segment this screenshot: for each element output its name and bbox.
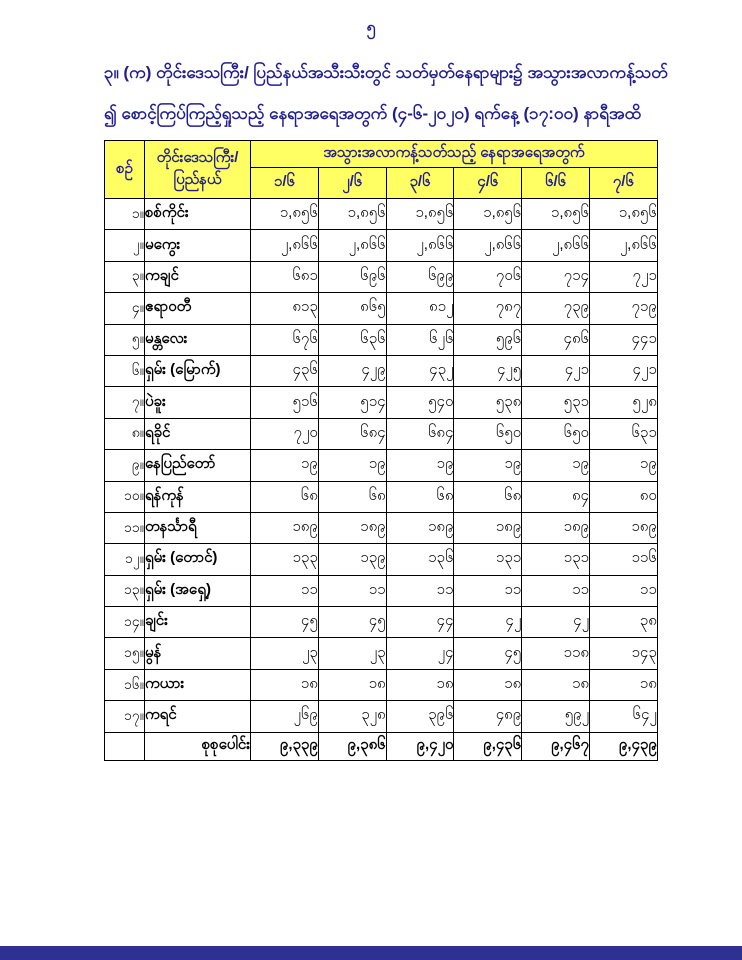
count-value: ၇၁၄ — [522, 261, 590, 292]
header-date-4: ၄/၆ — [454, 168, 522, 199]
table-row — [105, 701, 658, 732]
count-value: ၆၈၁ — [251, 261, 319, 292]
region-name: ကရင် — [145, 701, 251, 732]
table-row — [105, 575, 658, 606]
count-value: ၁,၈၅၆ — [589, 199, 657, 230]
count-value: ၁၉ — [386, 450, 454, 481]
count-value: ၇၂၁ — [589, 261, 657, 292]
table-row — [105, 607, 658, 638]
count-value: ၁၁ — [318, 575, 386, 606]
count-value: ၄၅ — [318, 607, 386, 638]
region-name: ရှမ်း (မြောက်) — [145, 355, 251, 386]
table-row — [105, 324, 658, 355]
count-value: ၁,၈၅၆ — [318, 199, 386, 230]
count-value: ၁၃၉ — [318, 544, 386, 575]
header-no-column: စဉ် — [105, 141, 145, 199]
total-value: ၉,၄၃၆ — [454, 732, 522, 760]
total-empty-cell — [105, 732, 145, 760]
count-value: ၇၂၀ — [251, 418, 319, 449]
row-number: ၃။ — [105, 261, 145, 292]
count-value: ၈၁၂ — [386, 293, 454, 324]
header-region-column — [145, 141, 251, 199]
count-value: ၁၉ — [318, 450, 386, 481]
count-value: ၁၁ — [251, 575, 319, 606]
count-value: ၁၈၉ — [386, 512, 454, 543]
count-value: ၈၀ — [589, 481, 657, 512]
restriction-count-table — [104, 140, 658, 761]
count-value: ၁၈ — [386, 669, 454, 700]
total-value: ၉,၄၃၉ — [589, 732, 657, 760]
count-value: ၁၉ — [522, 450, 590, 481]
region-name: ရှမ်း (တောင်) — [145, 544, 251, 575]
row-number: ၆။ — [105, 355, 145, 386]
header-group-column: အသွားအလာကန့်သတ်သည့် နေရာအရေအတွက် — [251, 141, 658, 168]
count-value: ၁၈ — [589, 669, 657, 700]
count-value: ၁၁၆ — [589, 544, 657, 575]
count-value: ၄၈၆ — [522, 324, 590, 355]
count-value: ၁၃၁ — [454, 544, 522, 575]
count-value: ၂,၈၆၆ — [589, 230, 657, 261]
table-row — [105, 230, 658, 261]
count-value: ၆၅၀ — [522, 418, 590, 449]
count-value: ၆၄၂ — [589, 701, 657, 732]
count-value: ၄၂၁ — [589, 355, 657, 386]
header-region-line-2: ပြည်နယ် — [173, 170, 222, 188]
row-number: ၁၆။ — [105, 669, 145, 700]
count-value: ၄၂၁ — [522, 355, 590, 386]
count-value: ၆၇၆ — [251, 324, 319, 355]
count-value: ၃၂၈ — [318, 701, 386, 732]
total-label: စုစုပေါင်း — [145, 732, 251, 760]
count-value: ၁၈၉ — [589, 512, 657, 543]
total-value: ၉,၄၂၀ — [386, 732, 454, 760]
total-value: ၉,၄၆၇ — [522, 732, 590, 760]
count-value: ၅၉၆ — [454, 324, 522, 355]
count-value: ၆၈၄ — [386, 418, 454, 449]
count-value: ၁၁ — [386, 575, 454, 606]
count-value: ၂,၈၆၆ — [522, 230, 590, 261]
table-row — [105, 638, 658, 669]
count-value: ၅၄၀ — [386, 387, 454, 418]
table-total-row — [105, 732, 658, 760]
count-value: ၆၈ — [386, 481, 454, 512]
page-number: ၅ — [366, 19, 376, 36]
count-value: ၂,၈၆၆ — [454, 230, 522, 261]
footer-bar — [0, 946, 742, 960]
count-value: ၁၁ — [454, 575, 522, 606]
region-name: ရန်ကုန် — [145, 481, 251, 512]
count-value: ၂၄ — [386, 638, 454, 669]
count-value: ၄၅ — [251, 607, 319, 638]
count-value: ၁,၈၅၆ — [386, 199, 454, 230]
count-value: ၂၃ — [251, 638, 319, 669]
count-value: ၄၃၂ — [386, 355, 454, 386]
count-value: ၁၈ — [318, 669, 386, 700]
region-name: ပဲခူး — [145, 387, 251, 418]
count-value: ၂,၈၆၆ — [251, 230, 319, 261]
count-value: ၅၁၄ — [318, 387, 386, 418]
table-row — [105, 481, 658, 512]
row-number: ၁၂။ — [105, 544, 145, 575]
region-name: မကွေး — [145, 230, 251, 261]
region-name: ဧရာဝတီ — [145, 293, 251, 324]
count-value: ၈၆၅ — [318, 293, 386, 324]
region-name: တနင်္သာရီ — [145, 512, 251, 543]
row-number: ၇။ — [105, 387, 145, 418]
count-value: ၄၂ — [522, 607, 590, 638]
row-number: ၄။ — [105, 293, 145, 324]
count-value: ၁၈၉ — [454, 512, 522, 543]
count-value: ၆၃၆ — [318, 324, 386, 355]
count-value: ၃၉၆ — [386, 701, 454, 732]
count-value: ၄၂၉ — [318, 355, 386, 386]
count-value: ၁၁၈ — [522, 638, 590, 669]
count-value: ၁၈ — [454, 669, 522, 700]
count-value: ၅၂၈ — [589, 387, 657, 418]
header-date-1: ၁/၆ — [251, 168, 319, 199]
table-row — [105, 355, 658, 386]
row-number: ၁၃။ — [105, 575, 145, 606]
region-name: စစ်ကိုင်း — [145, 199, 251, 230]
count-value: ၄၅ — [454, 638, 522, 669]
table-row — [105, 199, 658, 230]
region-name: ကချင် — [145, 261, 251, 292]
count-value: ၄၄၁ — [589, 324, 657, 355]
table-header-row-1 — [105, 141, 658, 168]
total-value: ၉,၃၃၉ — [251, 732, 319, 760]
count-value: ၁,၈၅၆ — [454, 199, 522, 230]
count-value: ၁၈၉ — [251, 512, 319, 543]
table-row — [105, 544, 658, 575]
region-name: မန္တလေး — [145, 324, 251, 355]
table-row — [105, 418, 658, 449]
count-value: ၄၂၅ — [454, 355, 522, 386]
count-value: ၂၃ — [318, 638, 386, 669]
table-row — [105, 450, 658, 481]
count-value: ၁၉ — [454, 450, 522, 481]
count-value: ၁၁ — [522, 575, 590, 606]
row-number: ၂။ — [105, 230, 145, 261]
header-date-3: ၃/၆ — [386, 168, 454, 199]
table-row — [105, 387, 658, 418]
count-value: ၄၈၉ — [454, 701, 522, 732]
count-value: ၂,၈၆၆ — [386, 230, 454, 261]
row-number: ၈။ — [105, 418, 145, 449]
count-value: ၈၄ — [522, 481, 590, 512]
count-value: ၂၆၉ — [251, 701, 319, 732]
region-name: ရှမ်း (အရှေ့) — [145, 575, 251, 606]
count-value: ၆၈ — [251, 481, 319, 512]
count-value: ၁၁ — [589, 575, 657, 606]
count-value: ၆၅၀ — [454, 418, 522, 449]
count-value: ၁,၈၅၆ — [251, 199, 319, 230]
header-region-line-1: တိုင်းဒေသကြီး/ — [156, 148, 239, 166]
count-value: ၇၁၉ — [589, 293, 657, 324]
table-row — [105, 293, 658, 324]
count-value: ၅၃၁ — [522, 387, 590, 418]
header-date-6: ၇/၆ — [589, 168, 657, 199]
count-value: ၁၉ — [251, 450, 319, 481]
row-number: ၁၅။ — [105, 638, 145, 669]
table-row — [105, 669, 658, 700]
count-value: ၆၈ — [318, 481, 386, 512]
document-title-line-2: ၍ စောင့်ကြပ်ကြည့်ရှုသည့် နေရာအရေအတွက် (၄-၆-၂၀၂၀) ရက်နေ့ (၁၇:၀၀) နာရီအထိ — [104, 104, 642, 123]
count-value: ၁၉ — [589, 450, 657, 481]
region-name: ကယား — [145, 669, 251, 700]
count-value: ၁၃၃ — [251, 544, 319, 575]
count-value: ၆၈၄ — [318, 418, 386, 449]
count-value: ၄၃၆ — [251, 355, 319, 386]
region-name: ချင်း — [145, 607, 251, 638]
count-value: ၇၃၉ — [522, 293, 590, 324]
row-number: ၉။ — [105, 450, 145, 481]
header-date-5: ၆/၆ — [522, 168, 590, 199]
count-value: ၁၃၁ — [522, 544, 590, 575]
document-title-line-1: ၃။ (က) တိုင်းဒေသကြီး/ ပြည်နယ်အသီးသီးတွင် သတ်မှတ်နေရာများ၌ အသွားအလာကန့်သတ် — [104, 63, 668, 82]
row-number: ၁။ — [105, 199, 145, 230]
row-number: ၁၄။ — [105, 607, 145, 638]
count-value: ၄၄ — [386, 607, 454, 638]
count-value: ၂,၈၆၆ — [318, 230, 386, 261]
count-value: ၆၉၉ — [386, 261, 454, 292]
table-row — [105, 261, 658, 292]
count-value: ၁,၈၅၆ — [522, 199, 590, 230]
count-value: ၁၃၆ — [386, 544, 454, 575]
count-value: ၆၂၆ — [386, 324, 454, 355]
total-value: ၉,၃၈၆ — [318, 732, 386, 760]
count-value: ၄၂ — [454, 607, 522, 638]
count-value: ၃၈ — [589, 607, 657, 638]
row-number: ၁၀။ — [105, 481, 145, 512]
count-value: ၁၈၉ — [318, 512, 386, 543]
count-value: ၆၃၁ — [589, 418, 657, 449]
count-value: ၁၈ — [251, 669, 319, 700]
count-value: ၆၉၆ — [318, 261, 386, 292]
table-body — [105, 199, 658, 761]
count-value: ၁၄၃ — [589, 638, 657, 669]
region-name: မွန် — [145, 638, 251, 669]
count-value: ၁၈ — [522, 669, 590, 700]
row-number: ၁၁။ — [105, 512, 145, 543]
row-number: ၅။ — [105, 324, 145, 355]
count-value: ၁၈၉ — [522, 512, 590, 543]
count-value: ၇၀၆ — [454, 261, 522, 292]
count-value: ၈၁၃ — [251, 293, 319, 324]
header-date-2: ၂/၆ — [318, 168, 386, 199]
region-name: ရခိုင် — [145, 418, 251, 449]
count-value: ၅၉၂ — [522, 701, 590, 732]
region-name: နေပြည်တော် — [145, 450, 251, 481]
row-number: ၁၇။ — [105, 701, 145, 732]
table-row — [105, 512, 658, 543]
count-value: ၅၃၈ — [454, 387, 522, 418]
count-value: ၆၈ — [454, 481, 522, 512]
count-value: ၇၈၇ — [454, 293, 522, 324]
document-title — [104, 52, 668, 134]
count-value: ၅၁၆ — [251, 387, 319, 418]
